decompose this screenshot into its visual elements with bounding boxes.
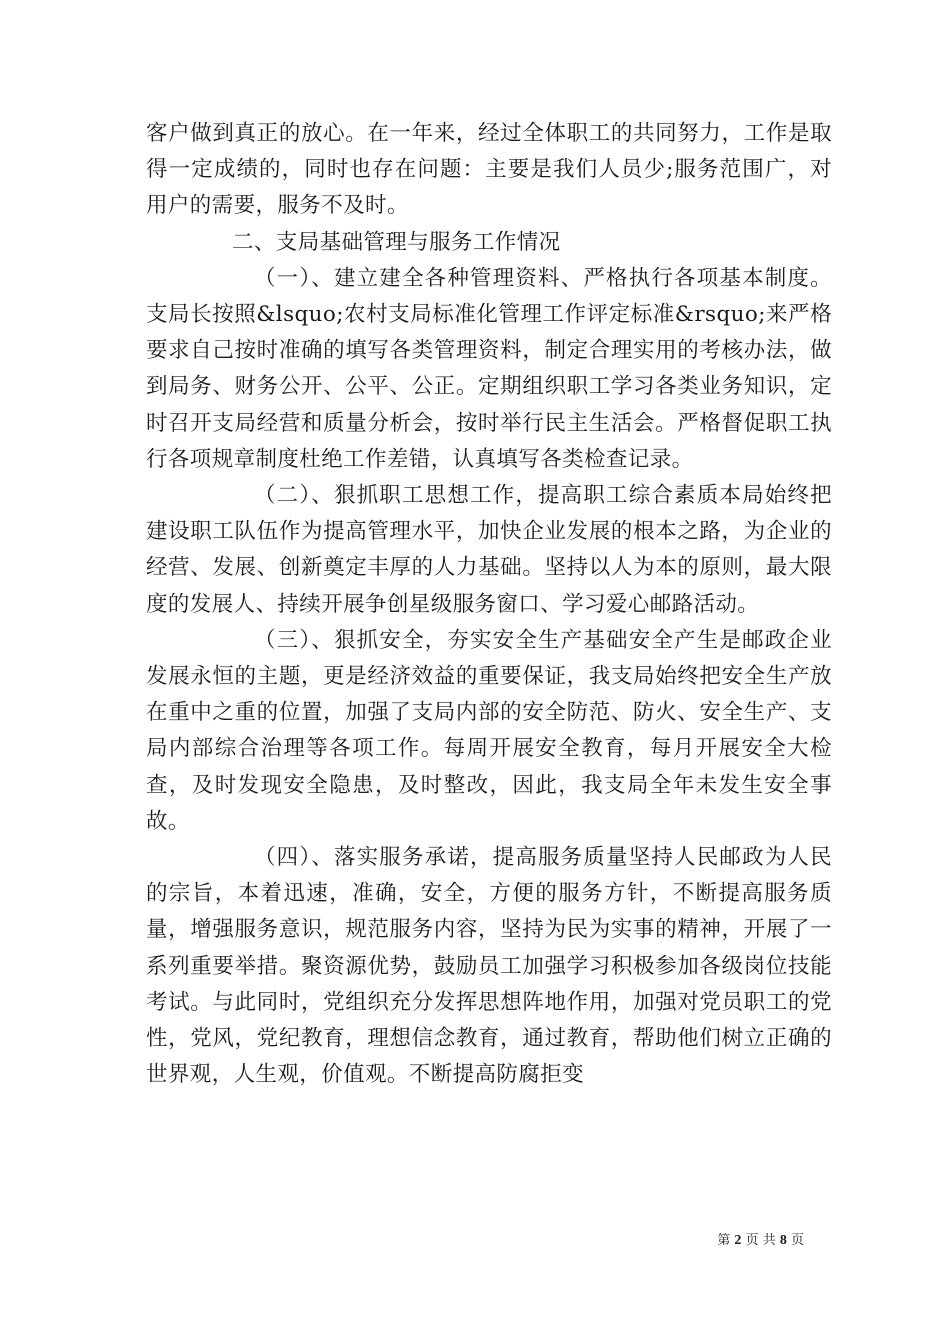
footer-suffix: 页: [790, 1233, 804, 1248]
footer-prefix: 第: [717, 1233, 731, 1248]
page-footer: [717, 1232, 804, 1250]
paragraph-item-1: （一）、建立建全各种管理资料、严格执行各项基本制度。支局长按照&lsquo;农村支局标准化管理工作评定标准&rsquo;来严格要求自己按时准确的填写各类管理资料，制定合理实用的考核办法，做到局务、财务公开、公平、公正。定期组织职工学习各类业务知识，定时召开支局经营和质量分析会，按时举行民主生活会。严格督促职工执行各项规章制度杜绝工作差错，认真填写各类检查记录。: [146, 265, 832, 472]
footer-current-page: 2: [734, 1233, 742, 1248]
paragraph-item-4: （四）、落实服务承诺，提高服务质量坚持人民邮政为人民的宗旨，本着迅速，准确，安全，方便的服务方针，不断提高服务质量，增强服务意识，规范服务内容，坚持为民为实事的精神，开展了一系列重要举措。聚资源优势，鼓励员工加强学习积极参加各级岗位技能考试。与此同时，党组织充分发挥思想阵地作用，加强对党员职工的党性，党风，党纪教育，理想信念教育，通过教育，帮助他们树立正确的世界观，人生观，价值观。不断提高防腐拒变: [146, 845, 832, 1088]
section-heading: 二、支局基础管理与服务工作情况: [232, 229, 561, 255]
paragraph-continuation: 客户做到真正的放心。在一年来，经过全体职工的共同努力，工作是取得一定成绩的，同时也存在问题：主要是我们人员少;服务范围广，对用户的需要，服务不及时。: [146, 121, 832, 219]
paragraph-item-3: （三）、狠抓安全，夯实安全生产基础安全产生是邮政企业发展永恒的主题，更是经济效益的重要保证，我支局始终把安全生产放在重中之重的位置，加强了支局内部的安全防范、防火、安全生产、支局内部综合治理等各项工作。每周开展安全教育，每月开展安全大检查，及时发现安全隐患，及时整改，因此，我支局全年未发生安全事故。: [146, 627, 832, 834]
footer-total-pages: 8: [779, 1233, 787, 1248]
footer-middle: 页 共: [745, 1233, 776, 1248]
paragraph-item-2: （二）、狠抓职工思想工作，提高职工综合素质本局始终把建设职工队伍作为提高管理水平，加快企业发展的根本之路，为企业的经营、发展、创新奠定丰厚的人力基础。坚持以人为本的原则，最大限度的发展人、持续开展争创星级服务窗口、学习爱心邮路活动。: [146, 483, 832, 617]
document-body: [146, 116, 832, 1093]
